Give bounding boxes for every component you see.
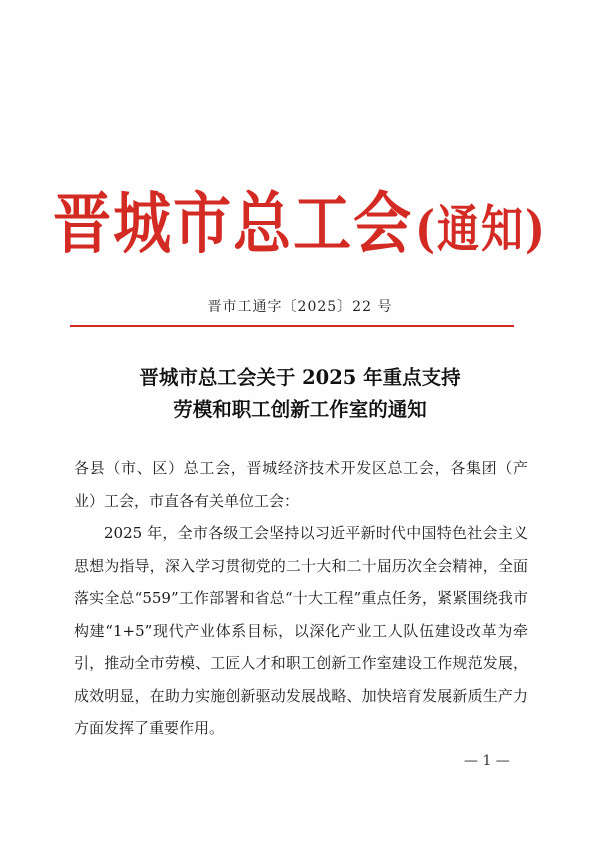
letterhead-doc-kind: (通知) [415,199,547,259]
page-number: — 1 — [464,753,510,769]
document-body [74,452,528,745]
document-title-line-2: 劳模和职工创新工作室的通知 [173,398,427,421]
document-number: 晋市工通字〔2025〕22 号 [207,299,393,315]
document-title-line-1: 晋城市总工会关于 2025 年重点支持 [139,366,461,389]
document-title [0,362,600,426]
letterhead-org-name: 晋城市总工会 [53,184,414,263]
body-paragraph: 2025 年，全市各级工会坚持以习近平新时代中国特色社会主义思想为指导，深入学习贯彻党的二十大和二十届历次全会精神，全面落实全总“559”工作部署和省总“十大工程”重点任务，紧紧围绕我市构建“1+5”现代产业体系目标，以深化产业工人队伍建设改革为牵引，推动全市劳模、工匠人才和职工创新工作室建设工作规范发展，成效明显，在助力实施创新驱动发展战略、加快培育发展新质生产力方面发挥了重要作用。 [74,524,528,737]
letterhead-masthead [0,176,600,263]
addressee-paragraph: 各县（市、区）总工会，晋城经济技术开发区总工会，各集团（产业）工会，市直各有关单位工会： [74,459,528,510]
red-divider-line [70,325,514,327]
